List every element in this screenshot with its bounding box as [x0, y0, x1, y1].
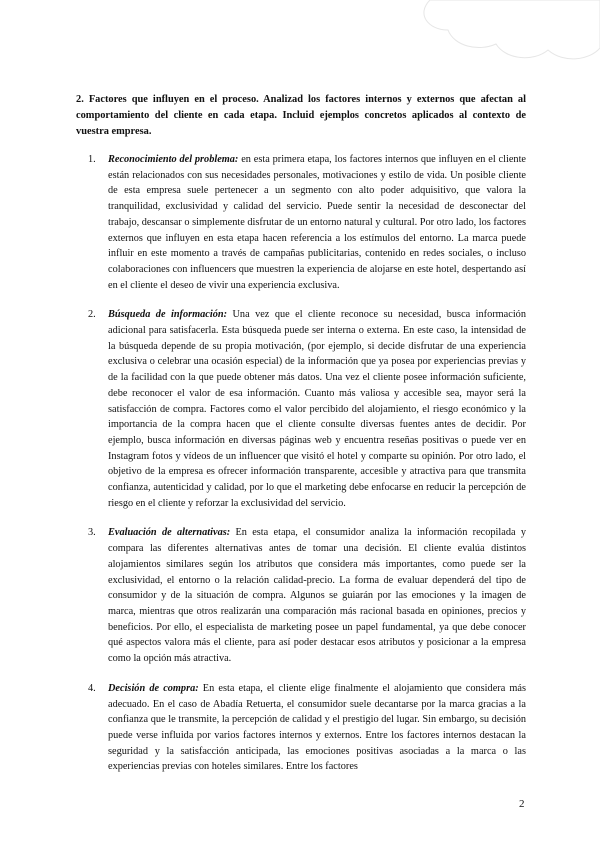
factors-list: [88, 152, 526, 775]
list-item: [88, 152, 526, 293]
section-heading: 2. Factores que influyen en el proceso. Analizad los factores internos y externos que afectan al comportamiento del cliente en cada etapa. Incluid ejemplos concretos aplicados al contexto de vuestra empresa.: [76, 94, 526, 137]
item-number: 4.: [88, 682, 96, 694]
item-lead: Reconocimiento del problema:: [108, 154, 239, 165]
list-item: [88, 525, 526, 666]
item-number: 2.: [88, 309, 96, 321]
list-item: [88, 307, 526, 511]
item-text: En esta etapa, el cliente elige finalmente el alojamiento que considera más adecuado. En el caso de Abadía Retuerta, el consumidor suele decantarse por la marca gracias a la confianza que le transmite, la percepción de calidad y el prestigio del lugar. Sin embargo, su decisión puede verse influida por varios factores internos y externos. Entre los factores internos destacan la seguridad y la satisfacción anticipada, las emociones positivas asociadas a la marca o las experiencias previas con hoteles similares. Entre los factores: [108, 682, 526, 773]
item-lead: Evaluación de alternativas:: [108, 527, 231, 539]
list-item: [88, 681, 526, 775]
cloud-shape-decoration: [410, 0, 600, 80]
item-text: Una vez que el cliente reconoce su necesidad, busca información adicional para satisfacerla. Esta búsqueda puede ser interna o externa. En este caso, la intensidad de la búsqueda depende de su propia motivación, (por ejemplo, si decide disfrutar de una experiencia exclusiva o celebrar una ocasión especial) de la información que ya posea por experiencias previas y de la facilidad con la que puede obtener más datos. Una vez el cliente posee información suficiente, debe reconocer el valor de esa información. Cuanto más valiosa y accesible sea, mayor será la satisfacción de compra. Factores como el valor percibido del alojamiento, el riesgo económico y la importancia de la compra hacen que el cliente consulte diversas fuentes antes de decidir. Por ejemplo, busca información en diversas páginas web y encuentra reseñas positivas o puede ver en Instagram fotos y vídeos de un influencer que visitó el hotel y comparte su opinión. Por otro lado, el objetivo de la empresa es ofrecer información transparente, accesible y atractiva para que transmita confianza, autenticidad y calidad, por lo que el marketing debe enfocarse en reducir la percepción de riesgo en el cliente y reforzar la exclusividad del servicio.: [108, 309, 526, 509]
page-number: 2: [519, 798, 525, 810]
item-lead: Decisión de compra:: [108, 682, 199, 694]
item-text: en esta primera etapa, los factores internos que influyen en el cliente están relacionados con sus necesidades personales, motivaciones y estilo de vida. Un posible cliente de esta empresa suele pertenecer a un segmento con alto poder adquisitivo, que valora la tranquilidad, exclusividad y calidad del servicio. Puede sentir la necesidad de desconectar del trabajo, descansar o simplemente disfrutar de un entorno natural y cultural. Por otro lado, los factores externos que influyen en esta etapa hacen referencia a los estímulos del entorno. La marca puede influir en este momento a través de campañas publicitarias, contenido en redes sociales, o incluso colaboraciones con influencers que muestren la experiencia de alojarse en este hotel, despertando así en el cliente el deseo de vivir una experiencia exclusiva.: [108, 154, 526, 291]
item-lead: Búsqueda de información:: [108, 309, 228, 321]
item-number: 3.: [88, 527, 96, 539]
item-text: En esta etapa, el consumidor analiza la información recopilada y compara las diferentes alternativas antes de tomar una decisión. El cliente evalúa distintos alojamientos similares según los atributos que considera más importantes, como puede ser la exclusividad, el entorno o la relación calidad-precio. La forma de evaluar dependerá del tipo de consumidor y de la situación de compra. Algunos se guiarán por las emociones y la imagen de marca, mientras que otros realizarán una comparación más racional basada en opiniones, precios y beneficios. Por ello, el especialista de marketing posee un papel fundamental, ya que debe conocer qué aspectos valora más el cliente, para así poder destacar esos atributos y posicionar a la empresa como la opción más atractiva.: [108, 527, 526, 665]
item-number: 1.: [88, 154, 96, 165]
